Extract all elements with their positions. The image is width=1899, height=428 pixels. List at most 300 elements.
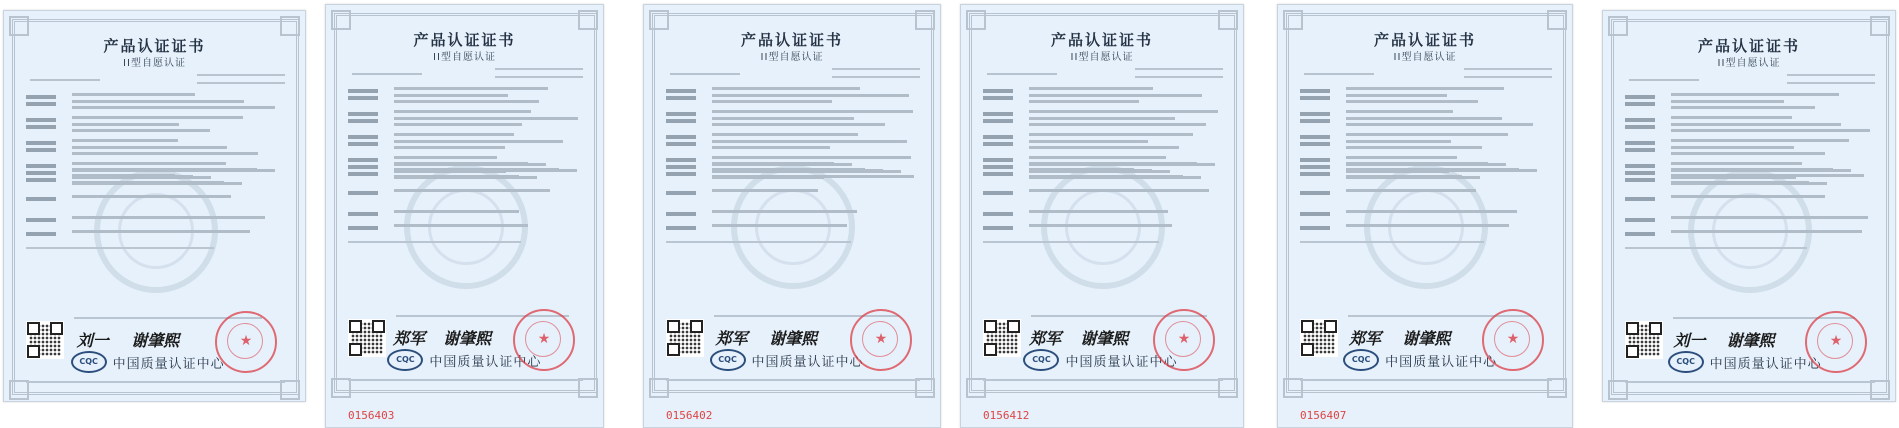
certificate-card[interactable] <box>3 10 306 402</box>
field-label <box>1625 118 1655 122</box>
field-row <box>326 158 604 162</box>
field-value <box>712 210 857 213</box>
field-row <box>961 135 1244 139</box>
field-value <box>72 152 258 155</box>
field-label <box>666 96 696 100</box>
field-label <box>666 142 696 146</box>
issue-date <box>495 68 583 70</box>
field-label <box>348 135 378 139</box>
field-value <box>72 216 265 219</box>
field-label <box>1625 95 1655 99</box>
field-value <box>72 100 244 103</box>
field-label <box>666 112 696 116</box>
field-row <box>326 226 604 230</box>
corner-ornament <box>1283 10 1303 30</box>
field-label <box>1625 164 1655 168</box>
certificate-title: 产品认证证书 <box>740 31 843 49</box>
field-row <box>4 164 306 168</box>
field-row <box>1278 212 1573 216</box>
footer-line <box>26 381 285 383</box>
field-label <box>1300 172 1330 176</box>
stamp-star: ★ <box>239 333 253 349</box>
field-label <box>26 178 56 182</box>
field-value <box>1671 216 1868 219</box>
field-label <box>1300 119 1330 123</box>
field-label <box>983 112 1013 116</box>
field-row <box>326 135 604 139</box>
field-value <box>394 163 546 166</box>
field-value <box>1346 224 1509 227</box>
corner-ornament <box>280 16 300 36</box>
cqc-logo: CQC <box>1668 351 1704 373</box>
field-label <box>348 89 378 93</box>
field-label <box>983 212 1013 216</box>
field-label <box>1300 226 1330 230</box>
corner-ornament <box>578 378 598 398</box>
field-value <box>1346 146 1482 149</box>
field-value <box>712 224 847 227</box>
field-value <box>394 87 548 90</box>
certificate-number <box>987 73 1057 75</box>
field-value <box>712 146 830 149</box>
certificate-subtitle: II型自愿认证 <box>123 58 186 69</box>
qr-finder <box>349 320 362 333</box>
footer-line <box>666 379 920 381</box>
corner-ornament <box>1608 380 1628 400</box>
signature-2: 谢肇熙 <box>443 329 492 348</box>
field-label <box>26 164 56 168</box>
issuing-organization: 中国质量认证中心 <box>112 357 225 372</box>
field-value <box>712 87 860 90</box>
stamp-star: ★ <box>874 331 888 347</box>
field-label <box>26 95 56 99</box>
qr-code[interactable] <box>1300 319 1338 357</box>
field-value <box>394 176 537 179</box>
field-value <box>1029 170 1170 173</box>
corner-ornament <box>1547 378 1567 398</box>
certificate-title: 产品认证证书 <box>1050 31 1153 49</box>
field-row <box>326 172 604 176</box>
signature-1: 刘一 <box>76 331 109 350</box>
field-label <box>983 191 1013 195</box>
field-label <box>983 172 1013 176</box>
field-value <box>394 94 508 97</box>
field-value <box>712 170 901 173</box>
field-row <box>644 96 941 100</box>
field-label <box>1300 89 1330 93</box>
corner-ornament <box>578 10 598 30</box>
field-value <box>1346 176 1480 179</box>
issuing-organization: 中国质量认证中心 <box>1385 355 1498 370</box>
field-label <box>983 89 1013 93</box>
field-label <box>983 119 1013 123</box>
field-value <box>394 100 539 103</box>
field-row <box>4 125 306 129</box>
field-value <box>712 163 852 166</box>
field-value <box>1671 195 1825 198</box>
field-row <box>644 135 941 139</box>
field-row <box>1278 165 1573 169</box>
corner-ornament <box>649 10 669 30</box>
field-value <box>394 133 514 136</box>
field-row <box>326 191 604 195</box>
field-value <box>712 133 858 136</box>
field-value <box>1671 106 1815 109</box>
field-row <box>644 165 941 169</box>
certificate-card[interactable] <box>1277 4 1573 428</box>
qr-code[interactable] <box>348 319 386 357</box>
field-value <box>712 110 913 113</box>
issue-date <box>1464 68 1552 70</box>
field-label <box>666 165 696 169</box>
field-label <box>1625 141 1655 145</box>
certificate-card[interactable] <box>325 4 604 428</box>
qr-finder <box>1301 320 1314 333</box>
serial-number: 0156407 <box>1300 409 1347 422</box>
qr-finder <box>1324 320 1337 333</box>
field-value <box>1346 189 1476 192</box>
cqc-logo: CQC <box>1023 349 1059 371</box>
expiry-date <box>1787 82 1875 84</box>
field-label <box>26 232 56 236</box>
field-value <box>72 106 275 109</box>
field-row <box>1278 172 1573 176</box>
note-line <box>1300 241 1484 243</box>
field-label <box>1625 171 1655 175</box>
field-row <box>326 89 604 93</box>
field-row <box>961 158 1244 162</box>
official-red-stamp <box>1805 311 1867 373</box>
cqc-logo: CQC <box>710 349 746 371</box>
field-row <box>1278 119 1573 123</box>
field-label <box>348 226 378 230</box>
field-row <box>961 96 1244 100</box>
official-red-stamp <box>215 311 277 373</box>
field-row <box>1603 218 1896 222</box>
field-label <box>1625 102 1655 106</box>
field-value <box>72 169 275 172</box>
field-label <box>983 142 1013 146</box>
field-value <box>72 139 178 142</box>
field-label <box>26 125 56 129</box>
field-value <box>712 94 909 97</box>
field-row <box>961 112 1244 116</box>
field-row <box>4 171 306 175</box>
corner-ornament <box>1870 380 1890 400</box>
field-row <box>4 102 306 106</box>
field-row <box>326 165 604 169</box>
field-value <box>1346 133 1508 136</box>
field-label <box>348 191 378 195</box>
official-red-stamp <box>850 309 912 371</box>
field-label <box>666 212 696 216</box>
expiry-date <box>495 76 583 78</box>
field-value <box>1346 100 1478 103</box>
field-row <box>1278 96 1573 100</box>
footer-line <box>983 379 1223 381</box>
field-value <box>1029 163 1215 166</box>
certificate-title: 产品认证证书 <box>413 31 516 49</box>
field-row <box>1603 197 1896 201</box>
field-value <box>1346 140 1451 143</box>
qr-finder <box>27 322 40 335</box>
field-row <box>644 142 941 146</box>
field-row <box>961 142 1244 146</box>
note-line <box>348 241 521 243</box>
qr-finder <box>1007 320 1020 333</box>
official-red-stamp <box>513 309 575 371</box>
issuing-organization: 中国质量认证中心 <box>1065 355 1178 370</box>
issuing-organization: 中国质量认证中心 <box>1709 357 1822 372</box>
field-row <box>326 119 604 123</box>
certificate-card[interactable] <box>960 4 1244 428</box>
footer-line <box>348 379 583 381</box>
field-row <box>961 119 1244 123</box>
field-row <box>1603 148 1896 152</box>
field-label <box>983 226 1013 230</box>
field-label <box>1300 96 1330 100</box>
signature-2: 谢肇熙 <box>1402 329 1451 348</box>
serial-number: 0156403 <box>348 409 395 422</box>
qr-finder <box>1626 322 1639 335</box>
field-value <box>1671 93 1839 96</box>
field-label <box>983 96 1013 100</box>
field-value <box>1346 110 1453 113</box>
qr-finder <box>372 320 385 333</box>
field-label <box>1625 197 1655 201</box>
field-value <box>1029 117 1175 120</box>
field-value <box>394 170 506 173</box>
field-label <box>1625 125 1655 129</box>
certificate-number <box>1304 73 1374 75</box>
cqc-logo: CQC <box>71 351 107 373</box>
field-label <box>1300 142 1330 146</box>
field-value <box>1029 140 1148 143</box>
signature-2: 谢肇熙 <box>131 331 180 350</box>
field-row <box>4 118 306 122</box>
field-value <box>1671 129 1870 132</box>
qr-finder <box>1301 343 1314 356</box>
field-value <box>1671 123 1841 126</box>
field-value <box>1671 139 1849 142</box>
certificate-card[interactable] <box>1602 10 1896 402</box>
field-value <box>394 189 550 192</box>
field-label <box>1300 135 1330 139</box>
field-label <box>666 226 696 230</box>
field-value <box>1029 87 1153 90</box>
field-row <box>326 96 604 100</box>
corner-ornament <box>1218 10 1238 30</box>
field-value <box>72 116 243 119</box>
field-value <box>1029 224 1172 227</box>
footer-line <box>1625 381 1875 383</box>
field-row <box>1278 191 1573 195</box>
field-row <box>644 212 941 216</box>
field-row <box>1278 135 1573 139</box>
certificate-number <box>352 73 422 75</box>
certificate-card[interactable] <box>643 4 941 428</box>
field-value <box>1346 163 1506 166</box>
field-value <box>72 146 227 149</box>
field-value <box>1346 117 1502 120</box>
field-label <box>26 218 56 222</box>
field-value <box>1346 87 1504 90</box>
cqc-logo: CQC <box>1343 349 1379 371</box>
field-label <box>1300 191 1330 195</box>
field-row <box>644 119 941 123</box>
qr-code[interactable] <box>666 319 704 357</box>
certificate-number <box>30 79 100 81</box>
corner-ornament <box>1870 16 1890 36</box>
field-row <box>1603 95 1896 99</box>
field-row <box>961 226 1244 230</box>
field-label <box>666 172 696 176</box>
field-label <box>1300 165 1330 169</box>
field-value <box>394 123 522 126</box>
qr-finder <box>349 343 362 356</box>
qr-code[interactable] <box>983 319 1021 357</box>
field-label <box>348 112 378 116</box>
qr-code[interactable] <box>1625 321 1663 359</box>
field-value <box>1671 182 1827 185</box>
certificate-subtitle: II型自愿认证 <box>1393 52 1457 63</box>
field-label <box>348 158 378 162</box>
certificate-subtitle: II型自愿认证 <box>1070 52 1134 63</box>
field-row <box>1278 89 1573 93</box>
field-value <box>1029 110 1218 113</box>
field-value <box>72 123 179 126</box>
signature-2: 谢肇熙 <box>769 329 818 348</box>
field-label <box>1300 212 1330 216</box>
field-value <box>1671 169 1851 172</box>
field-value <box>72 93 195 96</box>
field-value <box>1029 94 1202 97</box>
corner-ornament <box>1283 378 1303 398</box>
field-row <box>644 226 941 230</box>
signature-2: 谢肇熙 <box>1726 331 1775 350</box>
field-row <box>1603 171 1896 175</box>
corner-ornament <box>280 380 300 400</box>
official-red-stamp <box>1482 309 1544 371</box>
field-label <box>348 96 378 100</box>
field-row <box>326 112 604 116</box>
field-row <box>4 218 306 222</box>
certificate-number <box>670 73 740 75</box>
qr-code[interactable] <box>26 321 64 359</box>
field-label <box>983 135 1013 139</box>
field-label <box>1300 158 1330 162</box>
qr-finder <box>27 345 40 358</box>
note-line <box>1625 247 1807 249</box>
field-label <box>26 141 56 145</box>
field-label <box>26 197 56 201</box>
field-row <box>1603 125 1896 129</box>
cqc-logo: CQC <box>387 349 423 371</box>
field-row <box>961 165 1244 169</box>
field-row <box>644 158 941 162</box>
note-line <box>983 241 1159 243</box>
field-row <box>1603 232 1896 236</box>
field-row <box>1603 102 1896 106</box>
stamp-star: ★ <box>1177 331 1191 347</box>
issuing-organization: 中国质量认证中心 <box>751 355 864 370</box>
field-value <box>1029 123 1206 126</box>
corner-ornament <box>331 10 351 30</box>
field-label <box>348 119 378 123</box>
qr-finder <box>1649 322 1662 335</box>
field-label <box>1625 178 1655 182</box>
field-row <box>4 232 306 236</box>
field-value <box>394 117 578 120</box>
field-value <box>1346 123 1533 126</box>
certificate-subtitle: II型自愿认证 <box>433 52 496 63</box>
field-row <box>644 172 941 176</box>
corner-ornament <box>1218 378 1238 398</box>
corner-ornament <box>1608 16 1628 36</box>
stamp-star: ★ <box>537 331 551 347</box>
serial-number: 0156402 <box>666 409 713 422</box>
note-line <box>666 241 851 243</box>
official-red-stamp <box>1153 309 1215 371</box>
qr-finder <box>984 343 997 356</box>
field-row <box>1278 142 1573 146</box>
field-label <box>26 118 56 122</box>
expiry-date <box>1464 76 1552 78</box>
field-label <box>666 191 696 195</box>
qr-finder <box>690 320 703 333</box>
field-row <box>961 172 1244 176</box>
field-value <box>72 230 250 233</box>
field-value <box>1029 133 1193 136</box>
field-value <box>72 129 210 132</box>
corner-ornament <box>915 10 935 30</box>
corner-ornament <box>915 378 935 398</box>
field-value <box>1029 210 1168 213</box>
field-value <box>394 110 531 113</box>
corner-ornament <box>1547 10 1567 30</box>
certificate-title: 产品认证证书 <box>1373 31 1476 49</box>
field-row <box>1278 226 1573 230</box>
field-label <box>1625 148 1655 152</box>
field-value <box>1671 162 1802 165</box>
field-value <box>1671 152 1825 155</box>
issue-date <box>1135 68 1223 70</box>
field-row <box>1603 178 1896 182</box>
field-value <box>72 162 226 165</box>
field-label <box>26 171 56 175</box>
expiry-date <box>1135 76 1223 78</box>
field-label <box>666 158 696 162</box>
stamp-star: ★ <box>1506 331 1520 347</box>
field-value <box>1671 100 1784 103</box>
qr-finder <box>50 322 63 335</box>
field-value <box>394 210 519 213</box>
stamp-star: ★ <box>1829 333 1843 349</box>
field-row <box>4 141 306 145</box>
corner-ornament <box>9 380 29 400</box>
corner-ornament <box>331 378 351 398</box>
field-value <box>394 156 497 159</box>
certificate-subtitle: II型自愿认证 <box>1717 58 1781 69</box>
field-row <box>1603 118 1896 122</box>
field-row <box>1603 141 1896 145</box>
issuing-organization: 中国质量认证中心 <box>429 355 542 370</box>
issue-date <box>197 74 285 76</box>
signature-1: 郑军 <box>1349 329 1382 348</box>
field-row <box>4 148 306 152</box>
field-label <box>666 135 696 139</box>
field-label <box>1625 218 1655 222</box>
